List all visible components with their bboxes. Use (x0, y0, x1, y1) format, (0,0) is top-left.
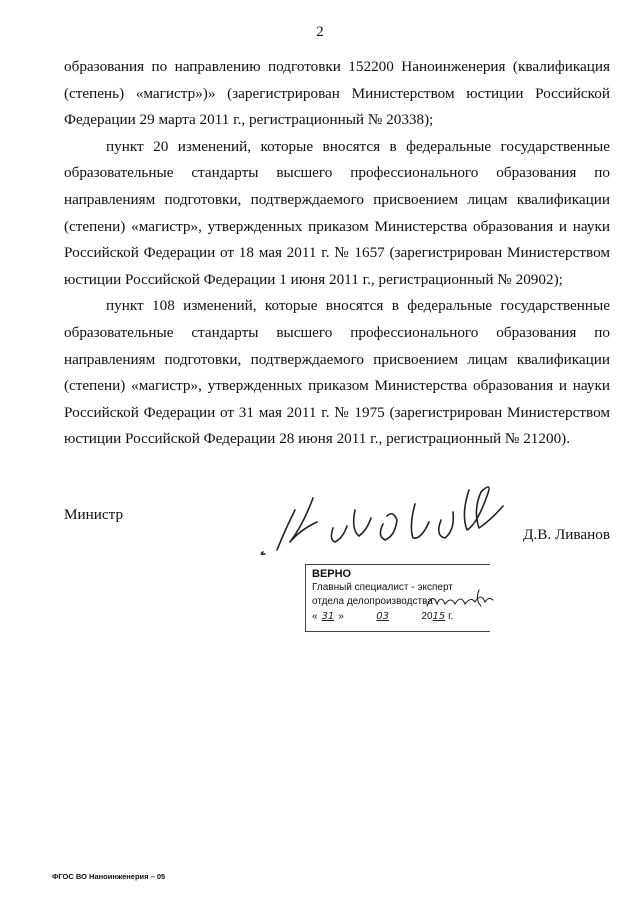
document-body (64, 54, 610, 453)
handwritten-signature (255, 470, 545, 560)
stamp-date: « 31 » 03 2015 г. (312, 611, 454, 622)
paragraph-2: пункт 20 изменений, которые вносятся в федеральные государственные образовательные стандарты высшего профессионального образования по направлениям подготовки, подтверждаемого присвоением лицам квалификации (степени) «магистр», утвержденных приказом Министерства образования и науки Российской Федерации от 18 мая 2011 г. № 1657 (зарегистрирован Министерством юстиции Российской Федерации 1 июня 2011 г., регистрационный № 20902); (64, 137, 610, 288)
signer-role: Министр (64, 506, 124, 523)
stamp-month: 03 (376, 611, 389, 622)
stamp-day: 31 (321, 611, 335, 622)
stamp-line-1: Главный специалист - эксперт (312, 582, 453, 593)
stamp-line-2: отдела делопроизводства (312, 596, 433, 607)
signer-name: Д.В. Ливанов (523, 526, 610, 543)
stamp-title: ВЕРНО (312, 568, 352, 580)
page-number: 2 (316, 24, 324, 40)
paragraph-3: пункт 108 изменений, которые вносятся в федеральные государственные образовательные стандарты высшего профессионального образования по направлениям подготовки, подтверждаемого присвоением лицам квалификации (степени) «магистр», утвержденных приказом Министерства образования и науки Российской Федерации от 31 мая 2011 г. № 1975 (зарегистрирован Министерством юстиции Российской Федерации 28 июня 2011 г., регистрационный № 21200). (64, 297, 610, 448)
stamp-signature (425, 586, 495, 612)
paragraph-1: образования по направлению подготовки 152200 Наноинженерия (квалификация (степень) «магистр»)» (зарегистрирован Министерством юстиции Российской Федерации 29 марта 2011 г., регистрационный № 20338); (64, 58, 610, 129)
document-footer: ФГОС ВО Наноинженерия – 05 (52, 872, 166, 881)
stamp-year: 15 (432, 611, 446, 622)
